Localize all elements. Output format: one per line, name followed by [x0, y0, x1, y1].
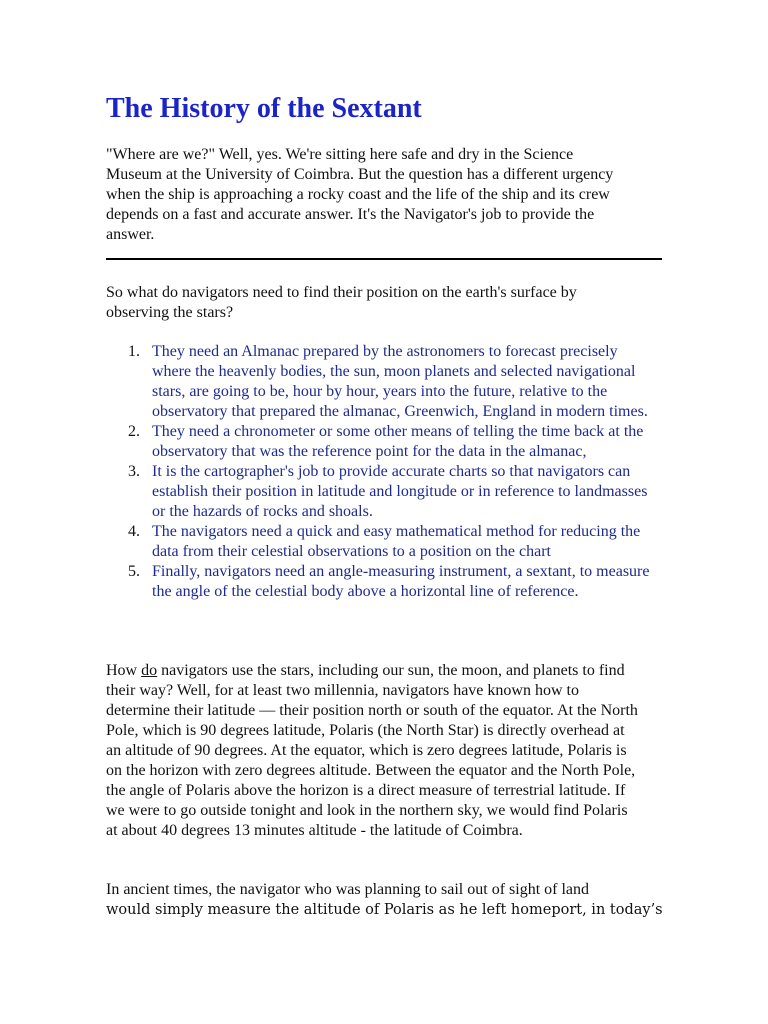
list-item [106, 342, 651, 422]
list-number: 1. [128, 343, 140, 360]
latitude-paragraph-start: How [106, 662, 142, 679]
list-item-text: Finally, navigators need an angle-measuring instrument, a sextant, to measure the angle of the celestial body above a horizontal line of reference. [152, 563, 650, 600]
ancient-times-line-2: would simply measure the altitude of Polaris as he left homeport, in today’s [106, 902, 663, 918]
latitude-paragraph [106, 661, 641, 841]
horizontal-divider [106, 258, 662, 260]
page-title: The History of the Sextant [106, 93, 422, 124]
list-number: 2. [128, 423, 140, 440]
latitude-paragraph-rest: navigators use the stars, including our sun, the moon, and planets to find their way? Well, for at least two millennia, navigators have known how to determine their latitude — their position north or south of the equator. At the North Pole, which is 90 degrees latitude, Polaris (the North Star) is directly overhead at an altitude of 90 degrees. At the equator, which is zero degrees latitude, Polaris is on the horizon with zero degrees altitude. Between the equator and the North Pole, the angle of Polaris above the horizon is a direct measure of terrestrial latitude. If we were to go outside tonight and look in the northern sky, we would find Polaris at about 40 degrees 13 minutes altitude - the latitude of Coimbra. [106, 662, 638, 839]
underlined-word: do [141, 662, 158, 679]
list-item [106, 522, 651, 562]
intro-paragraph: "Where are we?" Well, yes. We're sitting here safe and dry in the Science Museum at the University of Coimbra. But the question has a different urgency when the ship is approaching a rocky coast and the life of the ship and its crew depends on a fast and accurate answer. It's the Navigator's job to provide the answer. [106, 146, 614, 243]
list-item [106, 462, 651, 522]
navigator-needs-list [106, 342, 651, 602]
list-item-text: It is the cartographer's job to provide accurate charts so that navigators can establish their position in latitude and longitude or in reference to landmasses or the hazards of rocks and shoals. [152, 463, 648, 520]
list-item-text: They need a chronometer or some other means of telling the time back at the observatory that was the reference point for the data in the almanac, [152, 423, 644, 460]
ancient-times-line-1: In ancient times, the navigator who was planning to sail out of sight of land [106, 881, 590, 898]
list-number: 5. [128, 563, 140, 580]
question-paragraph: So what do navigators need to find their position on the earth's surface by observing the stars? [106, 284, 577, 321]
list-number: 3. [128, 463, 140, 480]
list-item [106, 422, 651, 462]
list-item-text: They need an Almanac prepared by the astronomers to forecast precisely where the heavenly bodies, the sun, moon planets and selected navigational stars, are going to be, hour by hour, years into the future, relative to the observatory that prepared the almanac, Greenwich, England in modern times. [152, 343, 648, 420]
list-item [106, 562, 651, 602]
list-item-text: The navigators need a quick and easy mathematical method for reducing the data from their celestial observations to a position on the chart [152, 523, 641, 560]
list-number: 4. [128, 523, 140, 540]
